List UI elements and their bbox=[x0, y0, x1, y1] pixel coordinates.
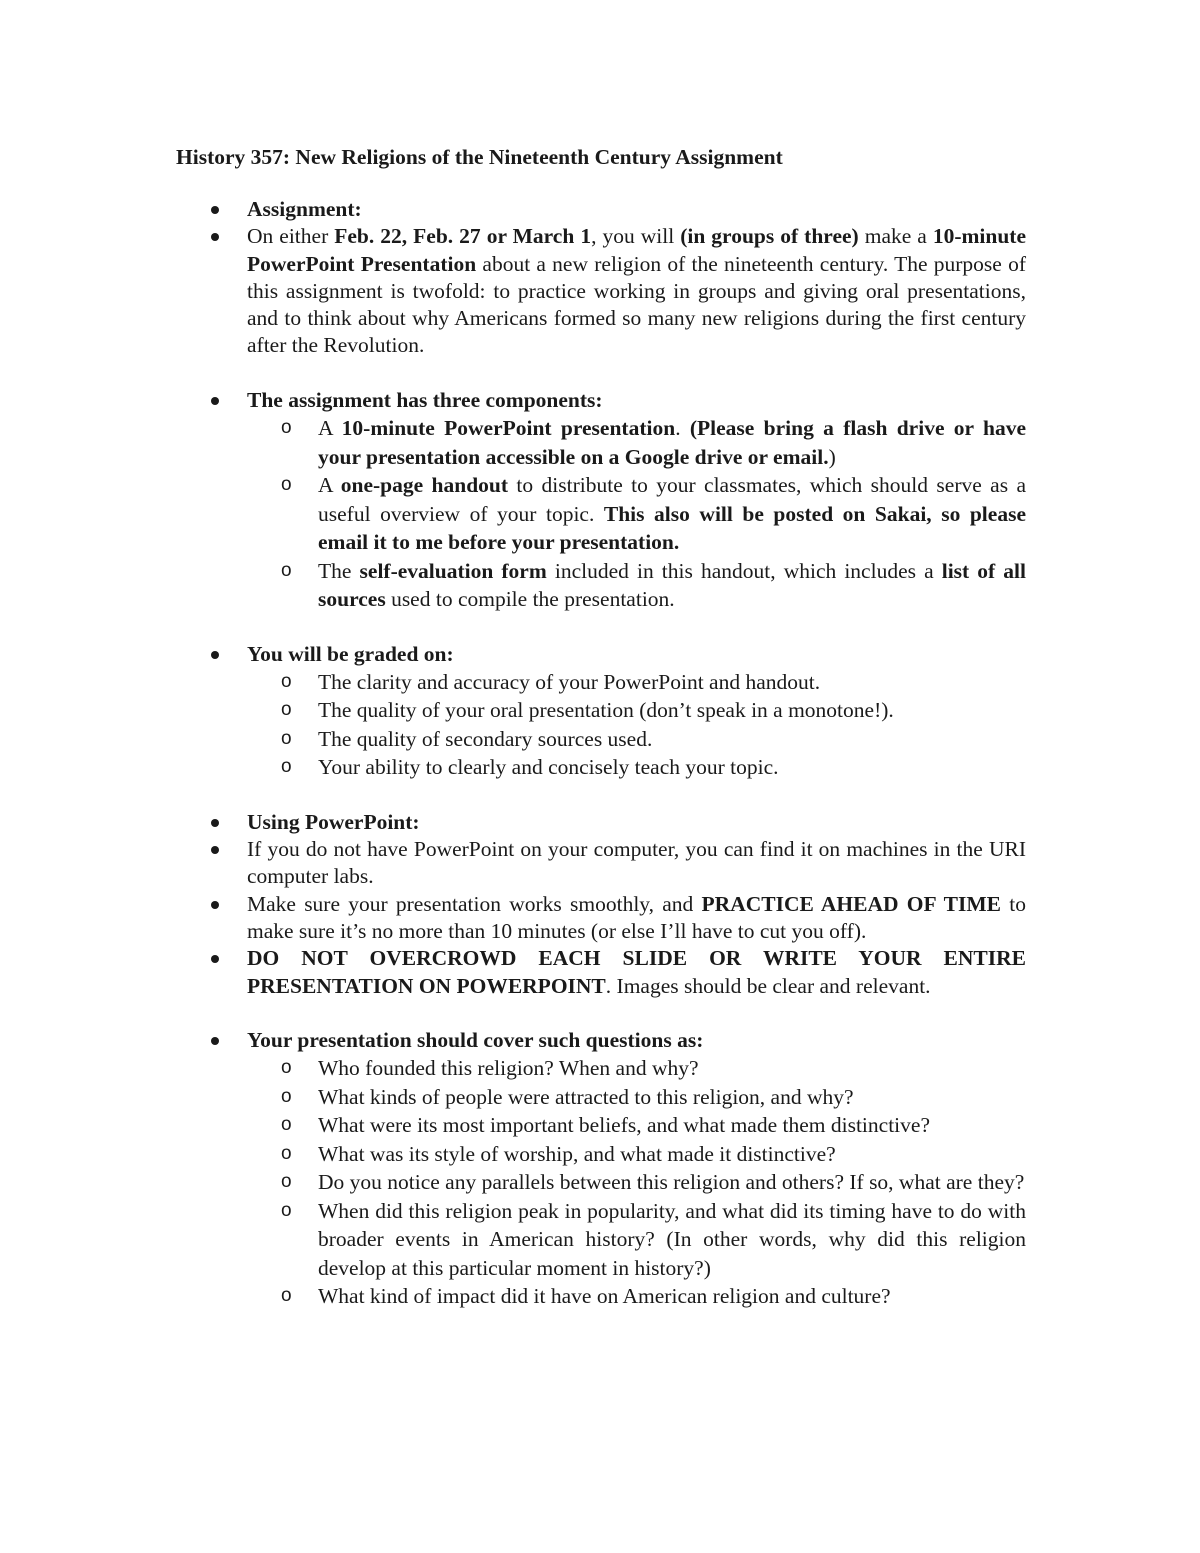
list-item bbox=[281, 696, 1026, 725]
circle-bullet-icon: o bbox=[281, 699, 292, 721]
list-item bbox=[281, 1140, 1026, 1169]
section-grading bbox=[176, 641, 1026, 782]
circle-bullet-icon: o bbox=[281, 756, 292, 778]
text-run: On either bbox=[247, 224, 335, 249]
questions-list bbox=[281, 1054, 1026, 1311]
text-run: (Please bring a flash drive or have your presentation accessible on a Google drive or email. bbox=[318, 416, 1027, 469]
list-item-text: What was its style of worship, and what made it distinctive? bbox=[318, 1141, 836, 1166]
text-run: This also will be posted on Sakai, so please email it to me before your presentation. bbox=[318, 501, 1026, 555]
list-item-text: The clarity and accuracy of your PowerPoint and handout. bbox=[318, 669, 821, 694]
group-size: (in groups of three) bbox=[680, 224, 859, 249]
list-item-text: The quality of secondary sources used. bbox=[318, 726, 653, 751]
grading-heading: You will be graded on: bbox=[247, 641, 454, 666]
grading-list bbox=[281, 668, 1026, 782]
list-item-text: What were its most important beliefs, and what made them distinctive? bbox=[318, 1113, 930, 1138]
list-item bbox=[281, 471, 1026, 557]
bullet-item bbox=[176, 387, 1026, 414]
list-item-text: Your ability to clearly and concisely teach your topic. bbox=[318, 755, 779, 780]
circle-bullet-icon: o bbox=[281, 727, 292, 749]
text-run: A bbox=[318, 473, 341, 498]
text-run: to make sure it’s no more than 10 minutes (or else I’ll have to cut you off). bbox=[247, 891, 1026, 944]
circle-bullet-icon: o bbox=[281, 1285, 292, 1307]
section-components bbox=[176, 387, 1026, 614]
text-run: included in this handout, which includes a bbox=[546, 558, 942, 583]
circle-bullet-icon: o bbox=[281, 1057, 292, 1079]
assignment-heading: Assignment: bbox=[247, 197, 362, 221]
text-run: used to compile the presentation. bbox=[385, 587, 675, 612]
bullet-icon bbox=[211, 819, 219, 827]
list-item bbox=[281, 557, 1026, 614]
text-run: about a new religion of the nineteenth century. The purpose of this assignment is twofold: to practice working in groups and giving oral presentations, and to think about why Americans formed so many new religions during the first century after the Revolution. bbox=[247, 251, 1026, 358]
text-run: make a bbox=[858, 224, 933, 249]
text-run: self-evaluation form bbox=[359, 558, 547, 583]
bullet-item bbox=[176, 641, 1026, 668]
text-run: ) bbox=[828, 444, 836, 469]
powerpoint-heading: Using PowerPoint: bbox=[247, 809, 420, 834]
list-item-text: Do you notice any parallels between this religion and others? If so, what are they? bbox=[318, 1170, 1025, 1195]
bullet-icon bbox=[211, 846, 219, 854]
bullet-icon bbox=[211, 901, 219, 909]
components-list bbox=[281, 414, 1026, 614]
bullet-item bbox=[176, 891, 1026, 946]
list-item bbox=[281, 668, 1026, 697]
text-run: DO NOT OVERCROWD EACH SLIDE OR WRITE YOUR ENTIRE PRESENTATION ON POWERPOINT bbox=[247, 946, 1026, 998]
circle-bullet-icon: o bbox=[281, 670, 292, 692]
bullet-icon bbox=[211, 1037, 219, 1045]
section-powerpoint bbox=[176, 809, 1026, 1000]
bullet-icon bbox=[211, 651, 219, 659]
text-run: to distribute to your classmates, which should serve as a useful overview of your topic. bbox=[318, 473, 1026, 526]
document-body bbox=[176, 196, 1026, 1338]
text-run: Make sure your presentation works smoothly, and bbox=[247, 891, 702, 916]
text-run: one-page handout bbox=[340, 473, 509, 498]
circle-bullet-icon: o bbox=[281, 1085, 292, 1107]
text-run: . Images should be clear and relevant. bbox=[605, 973, 931, 998]
list-item-text: When did this religion peak in popularity, and what did its timing have to do with broader events in American history? (In other words, why did this religion develop at this particular moment in history?) bbox=[318, 1198, 1026, 1280]
text-run: , you will bbox=[591, 224, 681, 249]
list-item-text: The quality of your oral presentation (don’t speak in a monotone!). bbox=[318, 698, 894, 723]
questions-heading: Your presentation should cover such questions as: bbox=[247, 1027, 704, 1052]
list-item bbox=[281, 1054, 1026, 1083]
page-title: History 357: New Religions of the Nineteenth Century Assignment bbox=[176, 145, 783, 169]
circle-bullet-icon: o bbox=[281, 474, 292, 496]
text-run: 10-minute PowerPoint presentation bbox=[341, 416, 676, 441]
bullet-icon bbox=[211, 397, 219, 405]
bullet-item bbox=[176, 223, 1026, 359]
circle-bullet-icon: o bbox=[281, 1171, 292, 1193]
list-item bbox=[281, 1282, 1026, 1311]
bullet-item bbox=[176, 196, 1026, 223]
circle-bullet-icon: o bbox=[281, 1142, 292, 1164]
list-item bbox=[281, 725, 1026, 754]
bullet-icon bbox=[211, 233, 219, 241]
list-item bbox=[281, 1197, 1026, 1283]
presentation-dates: Feb. 22, Feb. 27 or March 1 bbox=[334, 224, 592, 249]
components-heading: The assignment has three components: bbox=[247, 387, 603, 412]
circle-bullet-icon: o bbox=[281, 1199, 292, 1221]
bullet-item bbox=[176, 945, 1026, 1000]
circle-bullet-icon: o bbox=[281, 559, 292, 581]
text-run: A bbox=[318, 416, 342, 441]
text-run: The bbox=[318, 558, 360, 583]
bullet-item bbox=[176, 1027, 1026, 1054]
text-run: If you do not have PowerPoint on your computer, you can find it on machines in the URI computer labs. bbox=[247, 837, 1026, 889]
list-item bbox=[281, 753, 1026, 782]
bullet-icon bbox=[211, 206, 219, 214]
list-item-text: Who founded this religion? When and why? bbox=[318, 1056, 699, 1081]
bullet-icon bbox=[211, 955, 219, 963]
circle-bullet-icon: o bbox=[281, 1114, 292, 1136]
list-item-text: What kind of impact did it have on American religion and culture? bbox=[318, 1284, 891, 1309]
list-item bbox=[281, 414, 1026, 471]
list-item bbox=[281, 1111, 1026, 1140]
list-item-text: What kinds of people were attracted to this religion, and why? bbox=[318, 1084, 854, 1109]
text-run: PRACTICE AHEAD OF TIME bbox=[701, 891, 1002, 916]
section-assignment bbox=[176, 196, 1026, 360]
text-run: list of all sources bbox=[318, 558, 1026, 612]
circle-bullet-icon: o bbox=[281, 417, 292, 439]
text-run: . bbox=[675, 416, 690, 441]
presentation-length: 10-minute PowerPoint Presentation bbox=[247, 224, 1027, 276]
bullet-item bbox=[176, 836, 1026, 891]
section-questions bbox=[176, 1027, 1026, 1311]
bullet-item bbox=[176, 809, 1026, 836]
list-item bbox=[281, 1083, 1026, 1112]
list-item bbox=[281, 1168, 1026, 1197]
